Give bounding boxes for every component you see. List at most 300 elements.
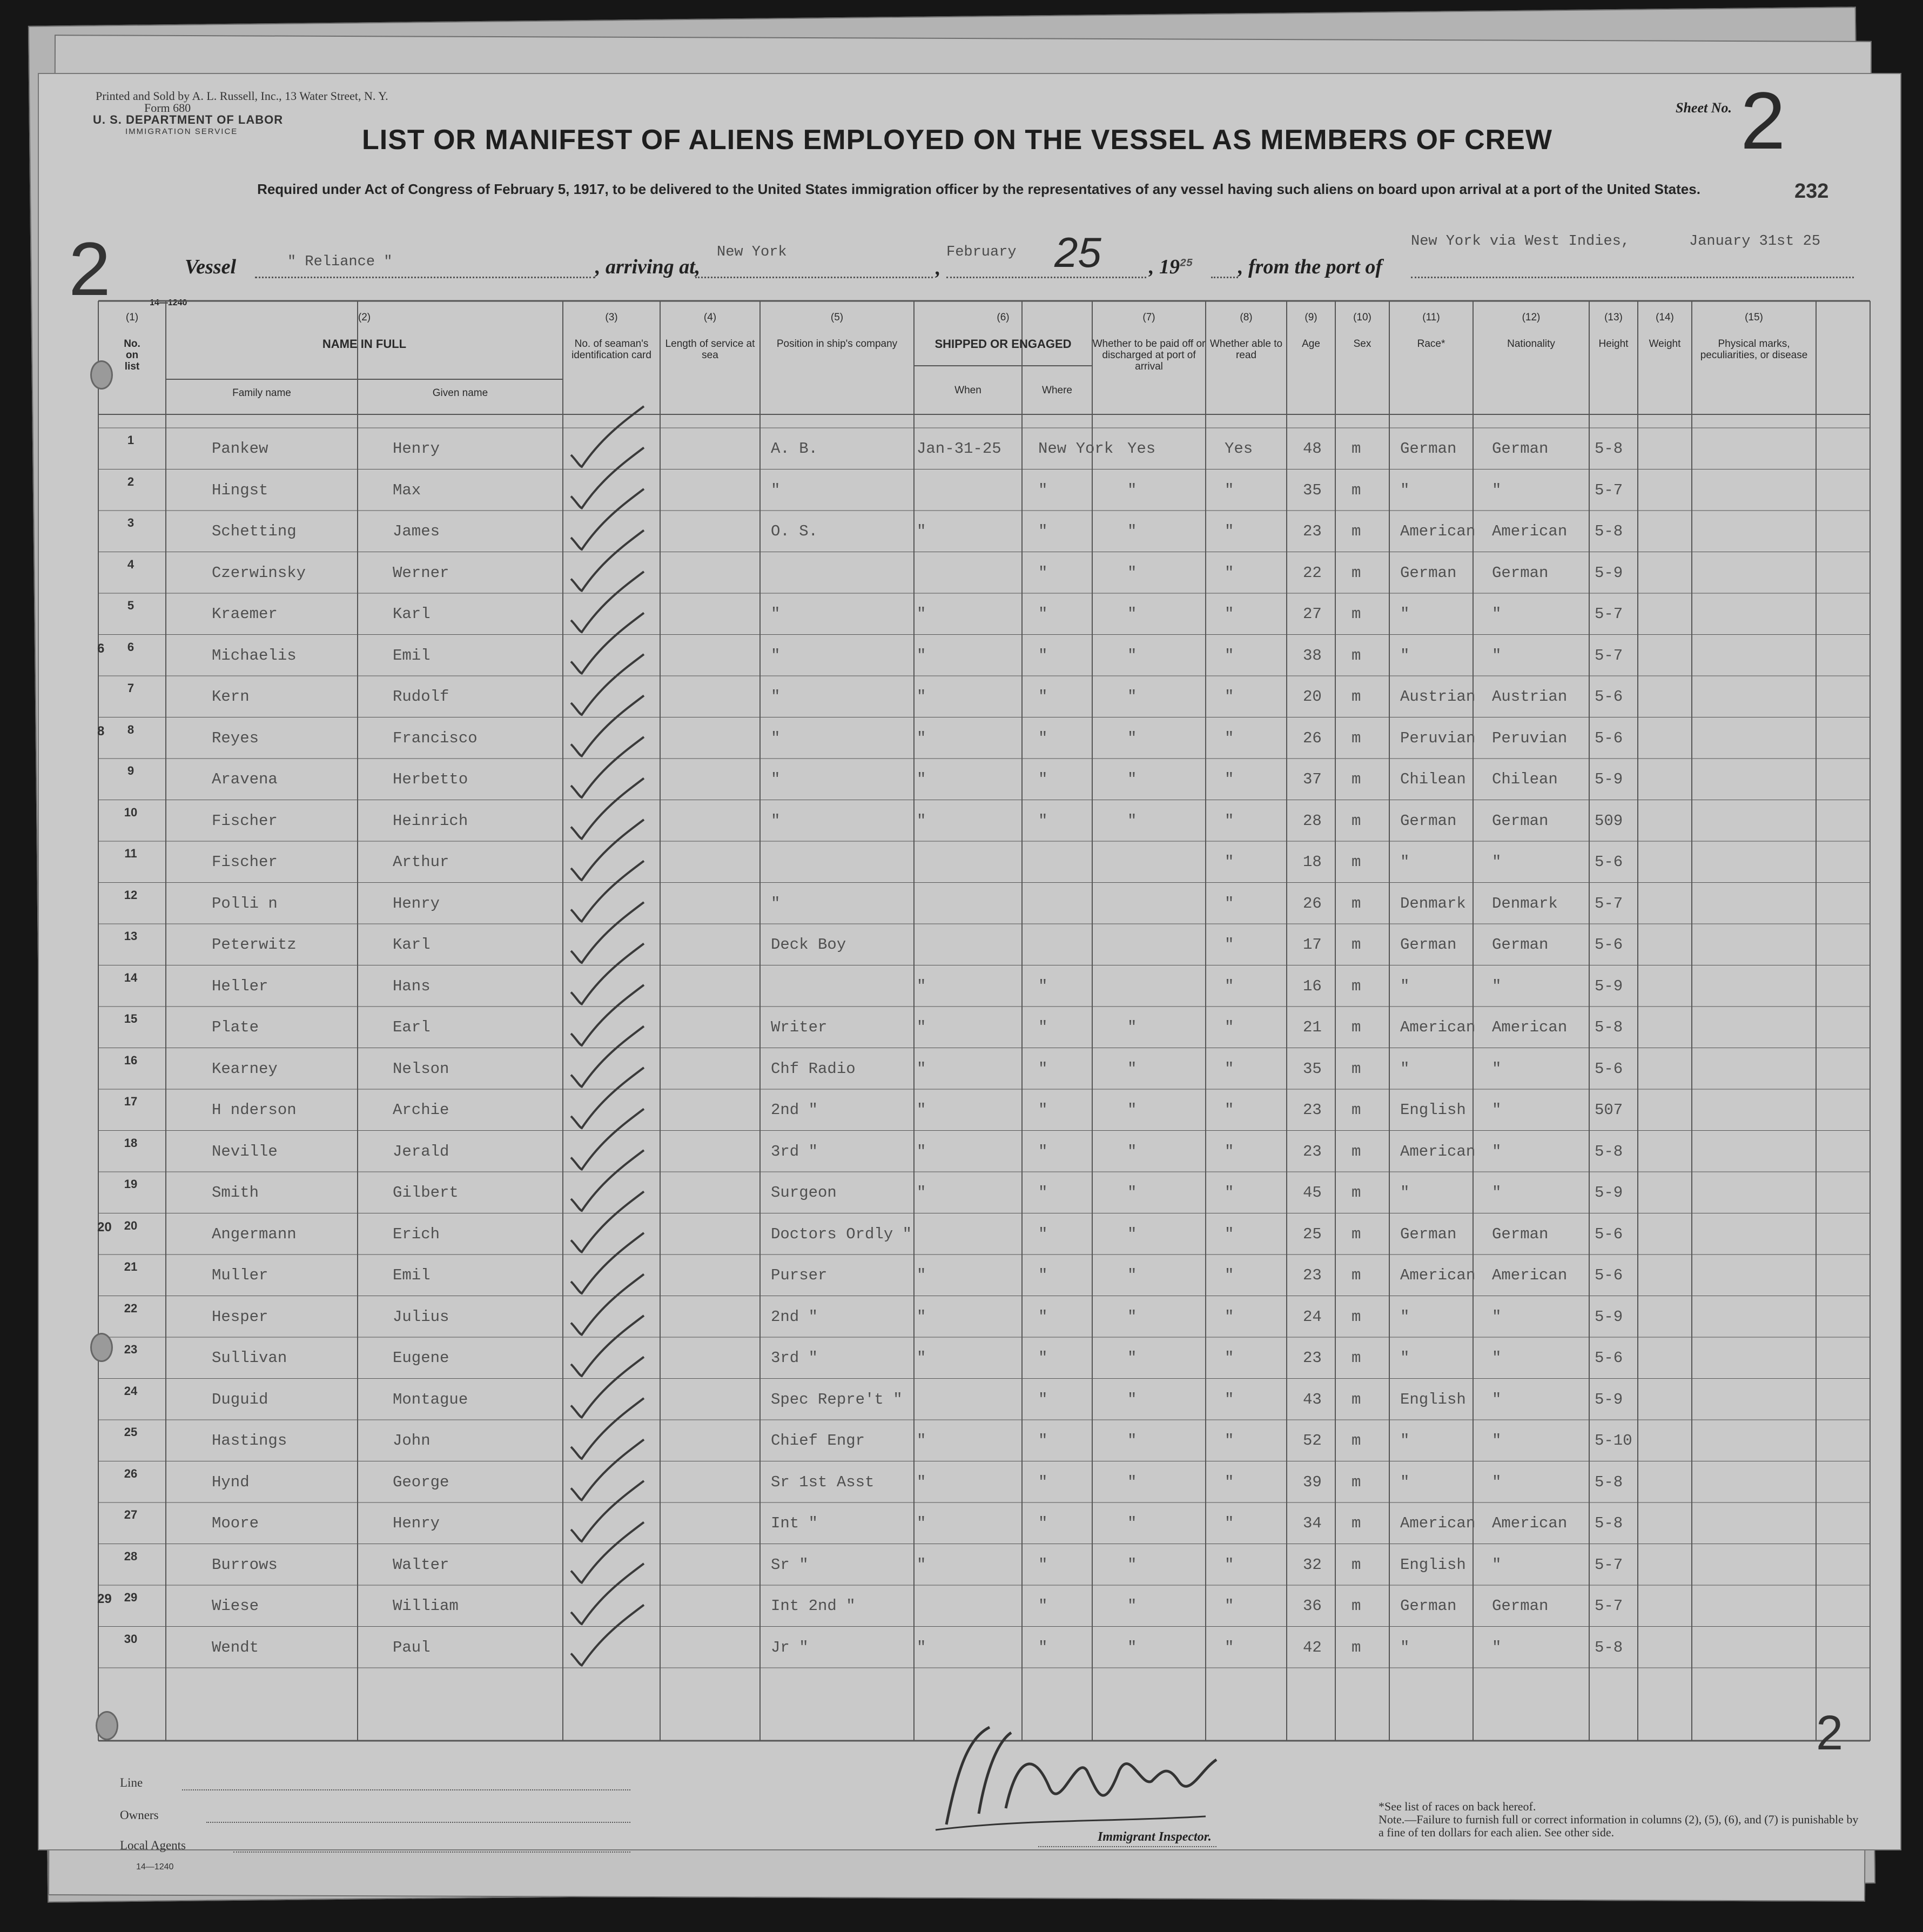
cell-nat: "	[1492, 1142, 1502, 1160]
cell-position: "	[771, 688, 781, 706]
id-card-checkmark	[571, 1440, 644, 1500]
cell-race: "	[1400, 481, 1410, 499]
year-suffix: 25	[1180, 257, 1193, 270]
punch-hole	[96, 1711, 118, 1740]
column-header	[166, 312, 563, 350]
margin-row-number: 6	[97, 641, 105, 656]
cell-height: 5-8	[1595, 1473, 1623, 1491]
cell-race: Denmark	[1400, 894, 1466, 913]
cell-family: Hynd	[212, 1473, 250, 1491]
id-card-checkmark	[571, 696, 644, 756]
inspector-line	[1038, 1846, 1216, 1847]
id-card-checkmark	[571, 572, 644, 632]
inspector-signature	[925, 1706, 1249, 1846]
column-number: (12)	[1522, 312, 1541, 323]
id-card-checkmark	[571, 1150, 644, 1211]
cell-paid: "	[1127, 1638, 1137, 1656]
cell-race: "	[1400, 1307, 1410, 1326]
cell-where: New York	[1038, 440, 1114, 458]
cell-family: Muller	[212, 1266, 268, 1284]
cell-read: "	[1225, 1266, 1234, 1284]
column-label: Whether to be paid off or discharged at port of arrival	[1092, 338, 1206, 372]
cell-nat: American	[1492, 1514, 1568, 1532]
column-header	[760, 312, 914, 350]
column-label: When	[954, 385, 981, 396]
row-number: 29	[124, 1591, 138, 1604]
manifest-sheet	[38, 73, 1901, 1871]
cell-race: American	[1400, 1514, 1476, 1532]
cell-when: "	[917, 1307, 926, 1326]
cell-family: Smith	[212, 1184, 259, 1202]
cell-when: "	[917, 1101, 926, 1119]
cell-age: 23	[1303, 1349, 1322, 1367]
column-label: Position in ship's company	[776, 338, 898, 350]
cell-given: Erich	[393, 1225, 440, 1243]
cell-paid: "	[1127, 1266, 1137, 1284]
column-label: Race*	[1417, 338, 1445, 350]
cell-nat: German	[1492, 1597, 1549, 1615]
form-number: Form 680	[144, 101, 191, 115]
cell-where: "	[1038, 1266, 1048, 1284]
column-header	[914, 312, 1092, 350]
row-number: 19	[124, 1177, 138, 1191]
cell-race: "	[1400, 1638, 1410, 1656]
column-label: Whether able to read	[1209, 338, 1283, 361]
cell-height: 5-8	[1595, 440, 1623, 458]
cell-nat: Chilean	[1492, 770, 1558, 788]
cell-age: 23	[1303, 1101, 1322, 1119]
column-number: (11)	[1422, 312, 1440, 323]
cell-paid: Yes	[1127, 440, 1156, 458]
row-number: 1	[127, 433, 135, 447]
id-card-checkmark	[571, 1192, 644, 1252]
cell-race: "	[1400, 605, 1410, 623]
footer-form-code: 14—1240	[136, 1862, 174, 1871]
cell-position: 2nd "	[771, 1307, 818, 1326]
cell-height: 5-6	[1595, 1225, 1623, 1243]
cell-given: Paul	[393, 1638, 431, 1656]
cell-given: Heinrich	[393, 811, 468, 830]
cell-race: Chilean	[1400, 770, 1466, 788]
cell-given: Gilbert	[393, 1184, 459, 1202]
cell-race: "	[1400, 1473, 1410, 1491]
cell-when: "	[917, 811, 926, 830]
column-label: Weight	[1649, 338, 1681, 350]
cell-nat: "	[1492, 853, 1502, 871]
cell-read: "	[1225, 1184, 1234, 1202]
cell-read: "	[1225, 729, 1234, 747]
cell-given: Henry	[393, 440, 440, 458]
cell-paid: "	[1127, 1349, 1137, 1367]
cell-paid: "	[1127, 1059, 1137, 1078]
cell-where: "	[1038, 1390, 1048, 1408]
cell-paid: "	[1127, 1473, 1137, 1491]
department-name: U. S. DEPARTMENT OF LABOR	[93, 113, 284, 126]
cell-height: 5-6	[1595, 936, 1623, 954]
cell-when: "	[917, 522, 926, 540]
cell-family: Czerwinsky	[212, 564, 306, 582]
cell-sex: m	[1352, 1266, 1361, 1284]
column-number: (13)	[1604, 312, 1623, 323]
cell-family: Pankew	[212, 440, 268, 458]
cell-given: James	[393, 522, 440, 540]
column-header	[1692, 312, 1816, 361]
cell-when: "	[917, 646, 926, 665]
cell-read: "	[1225, 1225, 1234, 1243]
comma: ,	[936, 257, 941, 279]
cell-height: 5-8	[1595, 1638, 1623, 1656]
cell-given: Earl	[393, 1018, 431, 1036]
cell-family: Schetting	[212, 522, 297, 540]
handwritten-margin-mark: 2	[69, 226, 111, 311]
cell-age: 18	[1303, 853, 1322, 871]
cell-paid: "	[1127, 1142, 1137, 1160]
cell-nat: German	[1492, 936, 1549, 954]
column-number: (6)	[997, 312, 1010, 323]
cell-age: 42	[1303, 1638, 1322, 1656]
cell-given: Emil	[393, 1266, 431, 1284]
id-card-checkmark	[571, 1109, 644, 1170]
cell-nat: American	[1492, 522, 1568, 540]
cell-age: 36	[1303, 1597, 1322, 1615]
cell-read: Yes	[1225, 440, 1253, 458]
column-header	[1092, 312, 1206, 372]
cell-family: Kern	[212, 688, 250, 706]
cell-position: Chf Radio	[771, 1059, 856, 1078]
row-number: 8	[127, 722, 135, 736]
column-label: Family name	[232, 387, 291, 399]
cell-race: English	[1400, 1101, 1466, 1119]
id-card-checkmark	[571, 654, 644, 715]
footer-note-penalty: Note.—Failure to furnish full or correct information in columns (2), (5), (6), and (7) is punishable by a fine of ten dollars for each alien. See other side.	[1379, 1813, 1859, 1839]
sheet-number: 2	[1740, 75, 1786, 166]
cell-sex: m	[1352, 1555, 1361, 1574]
cell-height: 5-8	[1595, 1514, 1623, 1532]
cell-read: "	[1225, 1555, 1234, 1574]
cell-when: "	[917, 1514, 926, 1532]
cell-family: Sullivan	[212, 1349, 287, 1367]
cell-read: "	[1225, 1349, 1234, 1367]
cell-age: 43	[1303, 1390, 1322, 1408]
cell-height: 5-8	[1595, 1018, 1623, 1036]
cell-when: "	[917, 605, 926, 623]
cell-age: 38	[1303, 646, 1322, 665]
cell-sex: m	[1352, 1142, 1361, 1160]
cell-position: Jr "	[771, 1638, 809, 1656]
cell-where: "	[1038, 1059, 1048, 1078]
cell-sex: m	[1352, 1307, 1361, 1326]
row-number: 21	[124, 1260, 138, 1273]
cell-age: 35	[1303, 481, 1322, 499]
footer-note-races: *See list of races on back hereof.	[1379, 1800, 1536, 1813]
cell-race: German	[1400, 936, 1457, 954]
cell-nat: "	[1492, 1101, 1502, 1119]
cell-given: Karl	[393, 605, 431, 623]
cell-height: 5-9	[1595, 977, 1623, 995]
cell-race: "	[1400, 1184, 1410, 1202]
cell-sex: m	[1352, 729, 1361, 747]
cell-race: English	[1400, 1555, 1466, 1574]
cell-when: "	[917, 1432, 926, 1450]
cell-family: Wiese	[212, 1597, 259, 1615]
cell-sex: m	[1352, 977, 1361, 995]
cell-position: "	[771, 811, 781, 830]
sheet-number-label: Sheet No.	[1676, 100, 1732, 116]
cell-sex: m	[1352, 770, 1361, 788]
cell-family: Hastings	[212, 1432, 287, 1450]
cell-given: Max	[393, 481, 421, 499]
cell-age: 52	[1303, 1432, 1322, 1450]
cell-where: "	[1038, 977, 1048, 995]
cell-family: Kearney	[212, 1059, 278, 1078]
cell-where: "	[1038, 1307, 1048, 1326]
cell-paid: "	[1127, 1101, 1137, 1119]
column-label: Nationality	[1507, 338, 1555, 350]
cell-age: 23	[1303, 522, 1322, 540]
cell-read: "	[1225, 936, 1234, 954]
column-number: (7)	[1142, 312, 1155, 323]
column-header	[1638, 312, 1692, 350]
cell-age: 25	[1303, 1225, 1322, 1243]
cell-read: "	[1225, 1514, 1234, 1532]
cell-position: Writer	[771, 1018, 828, 1036]
row-number: 30	[124, 1632, 138, 1646]
id-card-checkmark	[571, 406, 644, 467]
cell-height: 5-7	[1595, 646, 1623, 665]
cell-sex: m	[1352, 1184, 1361, 1202]
punch-hole	[90, 360, 113, 390]
row-number: 9	[127, 764, 135, 777]
cell-paid: "	[1127, 1597, 1137, 1615]
cell-nat: German	[1492, 440, 1549, 458]
cell-when: "	[917, 977, 926, 995]
cell-height: 509	[1595, 811, 1623, 830]
id-card-checkmark	[571, 1027, 644, 1087]
cell-sex: m	[1352, 1059, 1361, 1078]
cell-given: Francisco	[393, 729, 478, 747]
cell-age: 26	[1303, 729, 1322, 747]
id-card-checkmark	[571, 902, 644, 963]
cell-position: "	[771, 646, 781, 665]
id-card-checkmark	[571, 531, 644, 591]
cell-read: "	[1225, 1638, 1234, 1656]
cell-given: Henry	[393, 894, 440, 913]
cell-paid: "	[1127, 1225, 1137, 1243]
cell-sex: m	[1352, 1225, 1361, 1243]
row-number: 18	[124, 1136, 138, 1150]
cell-paid: "	[1127, 564, 1137, 582]
arriving-label: , arriving at,	[595, 256, 701, 278]
cell-where: "	[1038, 1432, 1048, 1450]
cell-given: Jerald	[393, 1142, 449, 1160]
cell-paid: "	[1127, 605, 1137, 623]
column-number: (9)	[1305, 312, 1317, 323]
cell-when: "	[917, 1142, 926, 1160]
cell-sex: m	[1352, 481, 1361, 499]
cell-nat: "	[1492, 1059, 1502, 1078]
margin-row-number: 20	[97, 1219, 112, 1235]
column-header	[1022, 385, 1092, 396]
cell-read: "	[1225, 564, 1234, 582]
column-number: (4)	[703, 312, 717, 323]
cell-race: Austrian	[1400, 688, 1476, 706]
cell-where: "	[1038, 770, 1048, 788]
cell-position: O. S.	[771, 522, 818, 540]
cell-nat: Peruvian	[1492, 729, 1568, 747]
cell-where: "	[1038, 1555, 1048, 1574]
cell-age: 23	[1303, 1266, 1322, 1284]
cell-given: Herbetto	[393, 770, 468, 788]
row-number: 5	[127, 599, 135, 612]
cell-given: Archie	[393, 1101, 449, 1119]
cell-nat: "	[1492, 605, 1502, 623]
cell-height: 5-7	[1595, 1597, 1623, 1615]
column-label: No. of seaman's identification card	[571, 338, 651, 361]
owners-field	[206, 1822, 630, 1823]
cell-where: "	[1038, 1349, 1048, 1367]
cell-position: Spec Repre't "	[771, 1390, 903, 1408]
cell-race: English	[1400, 1390, 1466, 1408]
row-number: 10	[124, 805, 138, 819]
cell-family: Hesper	[212, 1307, 268, 1326]
cell-read: "	[1225, 811, 1234, 830]
row-number: 16	[124, 1053, 138, 1067]
cell-paid: "	[1127, 1390, 1137, 1408]
cell-sex: m	[1352, 1597, 1361, 1615]
cell-sex: m	[1352, 522, 1361, 540]
cell-family: Fischer	[212, 811, 278, 830]
footer-note	[1379, 1800, 1865, 1839]
cell-height: 5-6	[1595, 688, 1623, 706]
cell-family: Duguid	[212, 1390, 268, 1408]
id-card-checkmark	[571, 1398, 644, 1459]
column-header	[1389, 312, 1473, 350]
cell-position: "	[771, 894, 781, 913]
cell-paid: "	[1127, 1018, 1137, 1036]
cell-when: "	[917, 1018, 926, 1036]
year-prefix: , $19^{25}$	[1149, 256, 1193, 278]
cell-height: 5-6	[1595, 729, 1623, 747]
cell-paid: "	[1127, 646, 1137, 665]
column-number: (10)	[1353, 312, 1371, 323]
cell-family: Neville	[212, 1142, 278, 1160]
cell-given: Walter	[393, 1555, 449, 1574]
cell-height: 507	[1595, 1101, 1623, 1119]
cell-height: 5-7	[1595, 605, 1623, 623]
cell-when: "	[917, 729, 926, 747]
row-number: 20	[124, 1218, 138, 1232]
cell-paid: "	[1127, 522, 1137, 540]
id-card-checkmark	[571, 448, 644, 508]
column-label: NAME IN FULL	[322, 337, 407, 351]
cell-where: "	[1038, 1514, 1048, 1532]
cell-height: 5-8	[1595, 522, 1623, 540]
cell-given: Rudolf	[393, 688, 449, 706]
cell-position: Sr "	[771, 1555, 809, 1574]
row-number: 3	[127, 516, 135, 529]
line-field	[182, 1789, 630, 1790]
id-card-checkmark	[571, 820, 644, 880]
cell-paid: "	[1127, 811, 1137, 830]
row-number: 26	[124, 1466, 138, 1480]
row-number: 23	[124, 1343, 138, 1356]
cell-nat: "	[1492, 1390, 1502, 1408]
row-number: 2	[127, 474, 135, 488]
cell-sex: m	[1352, 1390, 1361, 1408]
arriving-port: New York	[717, 244, 787, 260]
cell-position: Purser	[771, 1266, 828, 1284]
cell-read: "	[1225, 770, 1234, 788]
cell-paid: "	[1127, 770, 1137, 788]
column-header	[166, 387, 358, 399]
cell-height: 5-10	[1595, 1432, 1632, 1450]
requirement-text: Required under Act of Congress of February 5, 1917, to be delivered to the United States immigration officer by the representatives of any vessel having such aliens on board upon arrival at a port of the United States.	[257, 181, 1700, 197]
cell-race: German	[1400, 811, 1457, 830]
cell-when: "	[917, 1638, 926, 1656]
cell-sex: m	[1352, 1514, 1361, 1532]
row-number: 15	[124, 1012, 138, 1025]
row-number: 17	[124, 1095, 138, 1108]
cell-race: "	[1400, 1059, 1410, 1078]
cell-where: "	[1038, 1101, 1048, 1119]
cell-position: 3rd "	[771, 1349, 818, 1367]
cell-given: Montague	[393, 1390, 468, 1408]
cell-family: Peterwitz	[212, 936, 297, 954]
cell-family: Michaelis	[212, 646, 297, 665]
cell-sex: m	[1352, 853, 1361, 871]
cell-read: "	[1225, 605, 1234, 623]
cell-when: "	[917, 1555, 926, 1574]
row-number: 6	[127, 640, 135, 654]
id-card-checkmark	[571, 613, 644, 674]
cell-read: "	[1225, 1307, 1234, 1326]
cell-nat: "	[1492, 1473, 1502, 1491]
column-header	[914, 385, 1022, 396]
cell-family: Polli n	[212, 894, 278, 913]
cell-height: 5-9	[1595, 564, 1623, 582]
cell-position: Sr 1st Asst	[771, 1473, 875, 1491]
cell-where: "	[1038, 605, 1048, 623]
cell-when: Jan-31-25	[917, 440, 1001, 458]
cell-height: 5-9	[1595, 1184, 1623, 1202]
column-header	[1287, 312, 1335, 350]
id-card-checkmark	[571, 779, 644, 839]
vessel-label: Vessel	[185, 256, 236, 278]
cell-race: "	[1400, 1349, 1410, 1367]
cell-height: 5-9	[1595, 1307, 1623, 1326]
footer-line-label: Line	[120, 1776, 143, 1789]
cell-given: Eugene	[393, 1349, 449, 1367]
cell-nat: "	[1492, 1555, 1502, 1574]
cell-given: Nelson	[393, 1059, 449, 1078]
id-card-checkmark	[571, 1233, 644, 1293]
column-header	[563, 312, 660, 361]
arrival-month: February	[946, 244, 1017, 260]
punch-hole	[90, 1333, 113, 1362]
column-label: Given name	[432, 387, 488, 399]
year-prefix-digits: 19	[1159, 256, 1180, 278]
column-label: Sex	[1353, 338, 1371, 350]
cell-age: 22	[1303, 564, 1322, 582]
cell-family: Plate	[212, 1018, 259, 1036]
cell-paid: "	[1127, 1555, 1137, 1574]
cell-where: "	[1038, 1225, 1048, 1243]
column-label: Length of service at sea	[665, 338, 755, 361]
cell-age: 24	[1303, 1307, 1322, 1326]
cell-height: 5-8	[1595, 1142, 1623, 1160]
id-card-checkmark	[571, 1481, 644, 1541]
cell-family: Angermann	[212, 1225, 297, 1243]
